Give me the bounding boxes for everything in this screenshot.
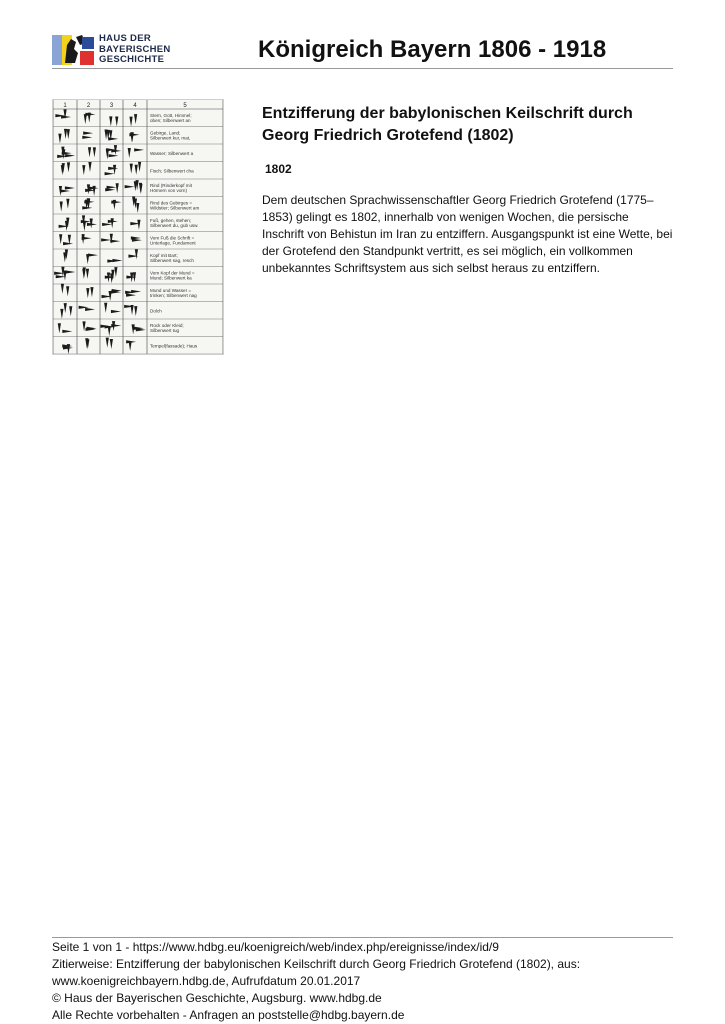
sign-meaning-label: Gebirge, Land; Silbenwert kur, mat,	[150, 130, 191, 141]
article-body: Dem deutschen Sprachwissenschaftler Georg Friedrich Grotefend (1775–1853) gelingt es 1802, innerhalb von wenigen Wochen, die persische Inschrift von Behistun im Iran zu entziffern. Ausgangspunkt ist eine Wette, bei der Grotefend den Standpunkt vertritt, es sei möglich, ein vollkommen unbekanntes Schriftsystem aus sich selbst heraus zu entziffern.	[262, 193, 673, 275]
sign-meaning-label: Fuß, gehen, stehen; Silbenwert du, gub usw.	[150, 217, 199, 228]
sign-meaning-label: Vom Kopf der Mund = Mund; Silbenwert ka	[150, 270, 195, 281]
logo-wordmark	[99, 34, 171, 66]
footer-page-url[interactable]: Seite 1 von 1 - https://www.hdbg.eu/koenigreich/web/index.php/ereignisse/index/id/9	[52, 940, 499, 954]
sign-meaning-label: Rock oder Kleid; Silbenwert tug	[150, 322, 184, 333]
column-number: 2	[86, 103, 91, 109]
header-divider	[52, 68, 673, 69]
article-date: 1802	[265, 162, 292, 176]
logo-line: HAUS DER	[99, 33, 152, 44]
sign-meaning-label: Tempel(fassade); Haus	[150, 343, 198, 349]
sign-meaning-label: Wasser; Silbenwert a	[150, 150, 194, 156]
sign-meaning-label: Kopf mit Bart; Silbenwert sag, resch	[150, 252, 194, 263]
cuneiform-table-image	[52, 99, 224, 355]
footer-divider	[52, 937, 673, 938]
sign-meaning-label: Dolch	[150, 308, 162, 314]
sign-meaning-label: Vom Fuß die Schrift = Unterlage, Fundament	[150, 235, 196, 246]
hdbg-emblem-icon	[52, 33, 96, 67]
footer-copyright: © Haus der Bayerischen Geschichte, Augsburg. www.hdbg.de	[52, 991, 382, 1005]
column-number: 1	[63, 103, 67, 109]
column-number: 3	[109, 103, 114, 109]
cuneiform-sign-chart	[53, 100, 223, 354]
logo-line: GESCHICHTE	[99, 54, 165, 65]
column-number: 5	[183, 103, 187, 109]
footer	[52, 939, 682, 1024]
footer-citation-source: www.koenigreichbayern.hdbg.de, Aufrufdatum 20.01.2017	[52, 974, 361, 988]
footer-citation: Zitierweise: Entzifferung der babylonischen Keilschrift durch Georg Friedrich Grotefend (1802), aus:	[52, 957, 581, 971]
sign-meaning-label: Fisch; Silbenwert cha	[150, 168, 194, 174]
sign-meaning-label: Rind (Rinderkopf mit Hörnern von vorn)	[150, 182, 192, 193]
sign-meaning-label: Mund und Wasser = trinken; Silbenwert nag	[150, 287, 197, 298]
footer-rights: Alle Rechte vorbehalten - Anfragen an poststelle@hdbg.bayern.de	[52, 1008, 405, 1022]
hdbg-logo[interactable]	[52, 33, 177, 67]
site-title: Königreich Bayern 1806 - 1918	[258, 36, 607, 63]
sign-meaning-label: Rind des Gebirges = Wildstier; Silbenwert am	[150, 200, 200, 211]
sign-meaning-label: Stern, Gott, Himmel; oben; Silbenwert an	[150, 112, 192, 123]
article-title: Entzifferung der babylonischen Keilschrift durch Georg Friedrich Grotefend (1802)	[262, 105, 633, 144]
column-number: 4	[133, 103, 137, 109]
logo-line: BAYERISCHEN	[99, 43, 171, 55]
